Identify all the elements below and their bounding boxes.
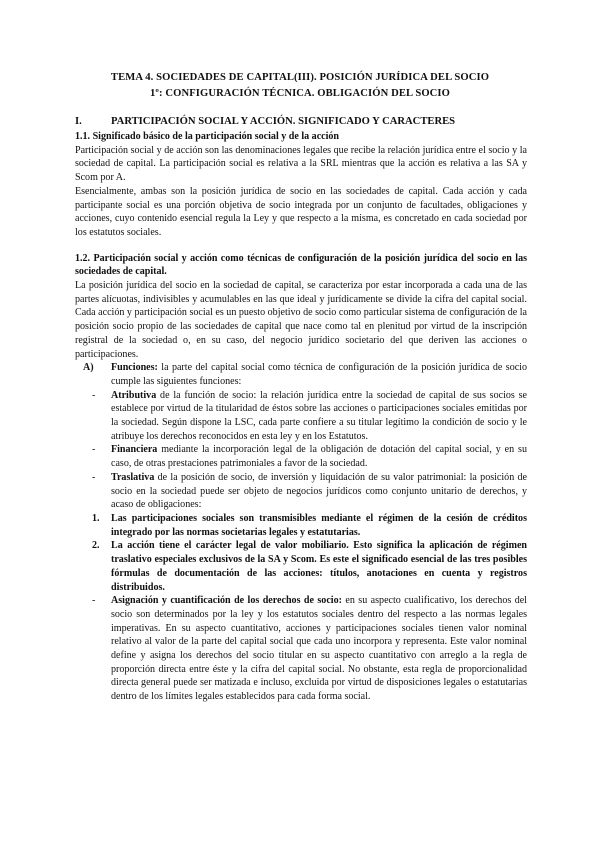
list-marker: -: [92, 595, 96, 607]
list-marker: -: [92, 444, 96, 456]
paragraph: Participación social y de acción son las denominaciones legales que recibe la relación jurídica entre el socio y la sociedad de capital. La participación social es relativa a la SRL mientras que la acción es relativa a las SA y Scom por A.: [75, 144, 527, 184]
list-item-label: Traslativa: [111, 471, 155, 483]
document-title-line-1: TEMA 4. SOCIEDADES DE CAPITAL(III). POSICIÓN JURÍDICA DEL SOCIO: [110, 72, 490, 83]
list-marker: 1.: [92, 512, 100, 524]
list-marker: A): [83, 362, 94, 374]
subsection-heading-1-2: 1.2. Participación social y acción como técnicas de configuración de la posición jurídica del socio en las sociedades de capital.: [75, 252, 527, 278]
list-item-label: Financiera: [111, 444, 158, 456]
list-item-text: en su aspecto cualificativo, los derechos del socio son determinados por la ley y los estatutos sociales dentro del respecto a las normas legales imperativas. En su aspecto cuantitativo, acciones y participaciones sociales tienen valor nominal relativo al valor de la parte del capital social que cada uno incorpora y representa. Este valor nominal define y asigna los derechos del socio titular en su aspecto cuantitativo con arreglo a la regla de proporción directa entre éste y la cifra del capital social. No obstante, esta regla de proporcionalidad directa general puede ser matizada e incluso, excluida por virtud de disposiciones legales o estatutarias dentro de los límites legales establecidos para cada forma social.: [111, 595, 527, 703]
list-item: [75, 594, 527, 704]
section-number: I.: [75, 116, 82, 127]
list-item-text: la parte del capital social como técnica de configuración de la posición jurídica de socio cumple las siguientes funciones:: [111, 362, 527, 387]
list-item-label: Asignación y cuantificación de los derechos de socio:: [111, 595, 342, 607]
list-marker: -: [92, 389, 96, 401]
numbered-item: [75, 539, 527, 594]
list-marker: 2.: [92, 540, 100, 552]
list-item: [75, 471, 527, 512]
numbered-item: [75, 512, 527, 539]
list-item-label: Funciones:: [111, 362, 158, 374]
list-item: [75, 443, 527, 470]
list-item-text: de la función de socio: la relación jurídica entre la sociedad de capital de sus socios se establece por virtud de la titularidad de éstos sobre las acciones o participaciones sociales emitidas por la sociedad. Según dispone la LSC, cada parte confiere a su titular legítimo la condición de socio y le atribuye los derechos reconocidos en esta ley y en los Estatutos.: [111, 389, 527, 442]
list-item-funciones: [75, 361, 527, 388]
section-title: PARTICIPACIÓN SOCIAL Y ACCIÓN. SIGNIFICADO Y CARACTERES: [111, 116, 456, 127]
subsection-heading-1-1: 1.1. Significado básico de la participación social y de la acción: [75, 131, 340, 142]
list-item-text: de la posición de socio, de inversión y liquidación de su valor patrimonial: la posición de socio en la sociedad puede ser objeto de negocios jurídicos como conjunto unitario de derechos, y acaso de obligaciones:: [111, 471, 527, 511]
numbered-item-text: Las participaciones sociales son transmisibles mediante el régimen de la cesión de créditos integrado por las normas societarias legales y estatutarias.: [111, 512, 527, 538]
list-item: [75, 389, 527, 444]
numbered-item-text: La acción tiene el carácter legal de valor mobiliario. Esto significa la aplicación de régimen traslativo especiales exclusivos de la SA y Scom. Es este el significado esencial de las tres posibles fórmulas de documentación de las acciones: títulos, anotaciones en cuenta y registros distribuidos.: [111, 540, 527, 593]
document-title-line-2: 1º: CONFIGURACIÓN TÉCNICA. OBLIGACIÓN DEL SOCIO: [150, 88, 450, 99]
paragraph: Esencialmente, ambas son la posición jurídica de socio en las sociedades de capital. Cada acción y cada participante social es una porción objetiva de socio integrada por un conjunto de facultades, obligaciones y acciones, cuyo contenido esencial regula la Ley y que respecto a la misma, es concretado en cada sociedad por los estatutos sociales.: [75, 185, 527, 238]
paragraph: La posición jurídica del socio en la sociedad de capital, se caracteriza por estar incorporada a cada una de las partes alícuotas, indivisibles y acumulables en las que ideal y jurídicamente se divide la cifra del capital social. Cada acción y participación social es un puesto objetivo de socio como particular sistema de configuración de la posición socio propio de las sociedades de capital que nace como tal en plenitud por virtud de la inscripción registral de la sociedad o, en su caso, del negocio jurídico societario del que deriven las acciones o participaciones.: [75, 280, 527, 360]
list-item-label: Atributiva: [111, 389, 157, 401]
list-marker: -: [92, 471, 96, 483]
section-heading: [75, 116, 527, 127]
list-item-text: mediante la incorporación legal de la obligación de dotación del capital social, y en su caso, de otras prestaciones patrimoniales a favor de la sociedad.: [111, 444, 527, 470]
document-body: [75, 130, 527, 704]
